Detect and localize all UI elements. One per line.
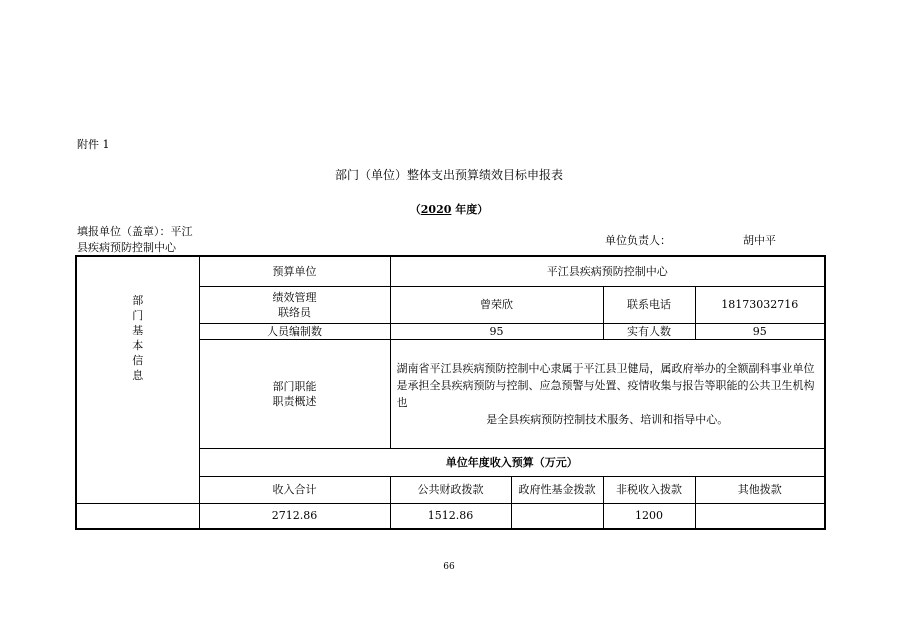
responsible-person-name: 胡中平 [743,234,776,247]
phone-value: 18173032716 [695,286,825,323]
income-section-title: 单位年度收入预算（万元） [199,448,825,476]
contact-person-label [199,286,390,323]
income-row-spacer [76,503,199,529]
contact-label-line1: 绩效管理 [272,290,317,304]
side-char: 本 [132,339,144,352]
contact-person-value: 曾荣欣 [390,286,603,323]
attachment-label: 附件 1 [77,138,110,151]
budget-target-table [75,255,826,530]
staff-quota-label: 人员编制数 [199,323,390,339]
duty-description [390,339,825,448]
side-char: 息 [132,369,144,382]
actual-staff-value: 95 [695,323,825,339]
side-char: 部 [132,294,144,307]
page-number: 66 [443,562,455,572]
budget-unit-label: 预算单位 [199,256,390,286]
income-header-total: 收入合计 [199,476,390,503]
page-title: 部门（单位）整体支出预算绩效目标申报表 [334,168,563,182]
phone-label: 联系电话 [603,286,695,323]
side-char: 门 [132,309,144,322]
duty-text-line2: 是承担全县疾病预防与控制、应急预警与处置、疫情收集与报告等职能的公共卫生机构 也 [396,378,826,409]
income-value-government-fund [511,503,603,529]
income-header-other: 其他拨款 [695,476,825,503]
income-header-public-finance: 公共财政拨款 [390,476,511,503]
income-header-non-tax: 非税收入拨款 [603,476,695,503]
duty-label-line1: 部门职能 [272,379,317,393]
income-value-non-tax: 1200 [603,503,695,529]
responsible-person-label: 单位负责人： [605,234,671,247]
budget-unit-value: 平江县疾病预防控制中心 [390,256,825,286]
duty-text-line3: 是全县疾病预防控制技术服务、培训和指导中心。 [486,412,729,426]
filler-unit-line1: 填报单位（盖章）：平江 [77,225,193,238]
contact-label-line2: 联络员 [278,305,311,319]
department-basic-info-label [76,256,199,503]
income-value-public-finance: 1512.86 [390,503,511,529]
year-prefix: （ [409,203,421,216]
duty-label-line2: 职责概述 [272,394,317,408]
duty-label [199,339,390,448]
side-char: 信 [132,354,144,367]
side-char: 基 [132,324,144,337]
year-number: 2020 [420,203,452,216]
year-label [0,201,898,217]
actual-staff-label: 实有人数 [603,323,695,339]
duty-text-line1: 湖南省平江县疾病预防控制中心隶属于平江县卫健局，属政府举办的全额副科事业单位 [396,361,815,375]
income-value-total: 2712.86 [199,503,390,529]
income-value-other [695,503,825,529]
staff-quota-value: 95 [390,323,603,339]
income-header-government-fund: 政府性基金拨款 [511,476,603,503]
filler-unit-line2: 县疾病预防控制中心 [77,241,176,254]
year-suffix: 年度） [451,203,489,216]
